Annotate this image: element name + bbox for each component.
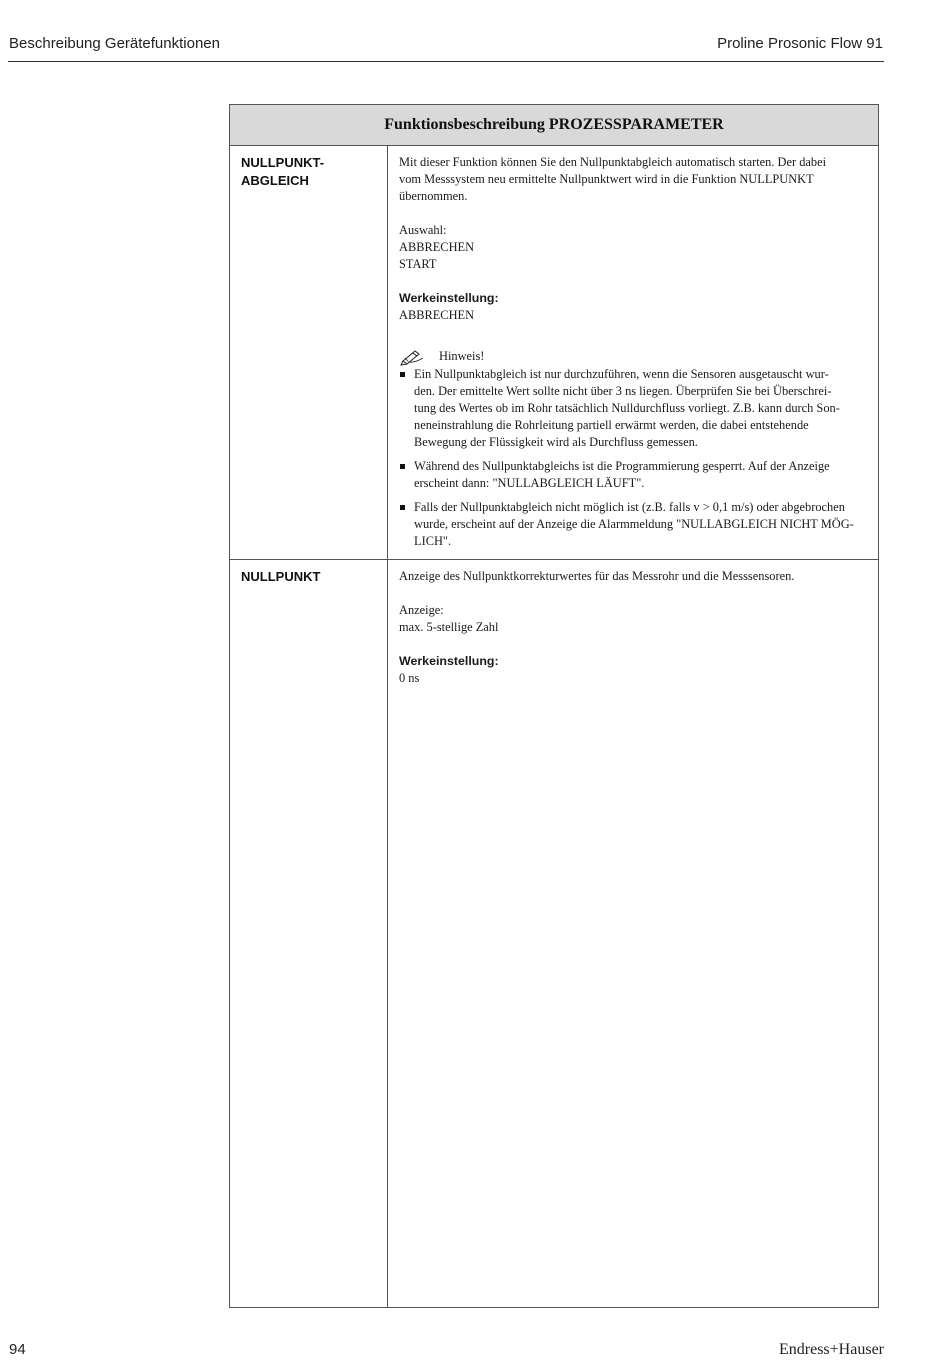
note-line: Falls der Nullpunktabgleich nicht möglich ist (z.B. falls v > 0,1 m/s) oder abgebrochen [414,500,845,514]
note-line: tung des Wertes ob im Rohr tatsächlich Nulldurchfluss vorliegt. Z.B. kann durch Son- [414,401,840,415]
default-label: Werkeinstellung: [399,291,499,305]
row-description-nullpunkt [399,568,871,687]
running-header-left: Beschreibung Gerätefunktionen [9,35,220,52]
display-value: max. 5-stellige Zahl [399,620,499,634]
note-title: Hinweis! [439,348,485,363]
row-label-nullpunkt-abgleich [241,154,324,190]
default-value: 0 ns [399,671,420,685]
bullet-square-icon [400,505,405,510]
note-line: neneinstrahlung die Rohrleitung partiell erwärmt werden, die dabei entstehende [414,418,809,432]
intro-line: übernommen. [399,189,468,203]
header-rule [8,61,884,62]
note-line: Ein Nullpunktabgleich ist nur durchzuführen, wenn die Sensoren ausgetauscht wur- [414,367,829,381]
row-description-nullpunkt-abgleich [399,154,871,557]
default-label: Werkeinstellung: [399,654,499,668]
bullet-square-icon [400,464,405,469]
note-list [399,366,871,550]
list-item [399,366,871,451]
row-label-line: NULLPUNKT [241,569,321,584]
note-line: wurde, erscheint auf der Anzeige die Alarmmeldung "NULLABGLEICH NICHT MÖG- [414,517,854,531]
table-title: Funktionsbeschreibung PROZESSPARAMETER [230,105,878,146]
note-line: erscheint dann: "NULLABGLEICH LÄUFT". [414,476,645,490]
note-line: den. Der emittelte Wert sollte nicht über 3 ns liegen. Überprüfen Sie bei Überschrei- [414,384,832,398]
row-label-nullpunkt [241,568,320,586]
row-divider [230,559,878,560]
default-value: ABBRECHEN [399,308,475,322]
intro-line: vom Messsystem neu ermittelte Nullpunktwert wird in die Funktion NULLPUNKT [399,172,814,186]
note-header [399,346,871,366]
note-line: Bewegung der Flüssigkeit wird als Durchfluss gemessen. [414,435,698,449]
brand-footer: Endress+Hauser [779,1341,884,1358]
note-line: Während des Nullpunktabgleichs ist die Programmierung gesperrt. Auf der Anzeige [414,459,830,473]
note-line: LICH". [414,534,452,548]
page-number: 94 [9,1341,26,1358]
selection-option: ABBRECHEN [399,240,475,254]
row-label-line: ABGLEICH [241,173,309,188]
intro-line: Mit dieser Funktion können Sie den Nullpunktabgleich automatisch starten. Der dabei [399,155,827,169]
display-label: Anzeige: [399,603,444,617]
list-item [399,458,871,492]
selection-option: START [399,257,437,271]
function-description-table [229,104,879,1308]
selection-label: Auswahl: [399,223,447,237]
intro-line: Anzeige des Nullpunktkorrekturwertes für das Messrohr und die Messsensoren. [399,569,795,583]
bullet-square-icon [400,372,405,377]
pencil-note-icon [399,346,439,366]
row-label-line: NULLPUNKT- [241,155,325,170]
column-divider [387,146,388,1307]
running-header-right: Proline Prosonic Flow 91 [717,35,883,52]
list-item [399,499,871,550]
